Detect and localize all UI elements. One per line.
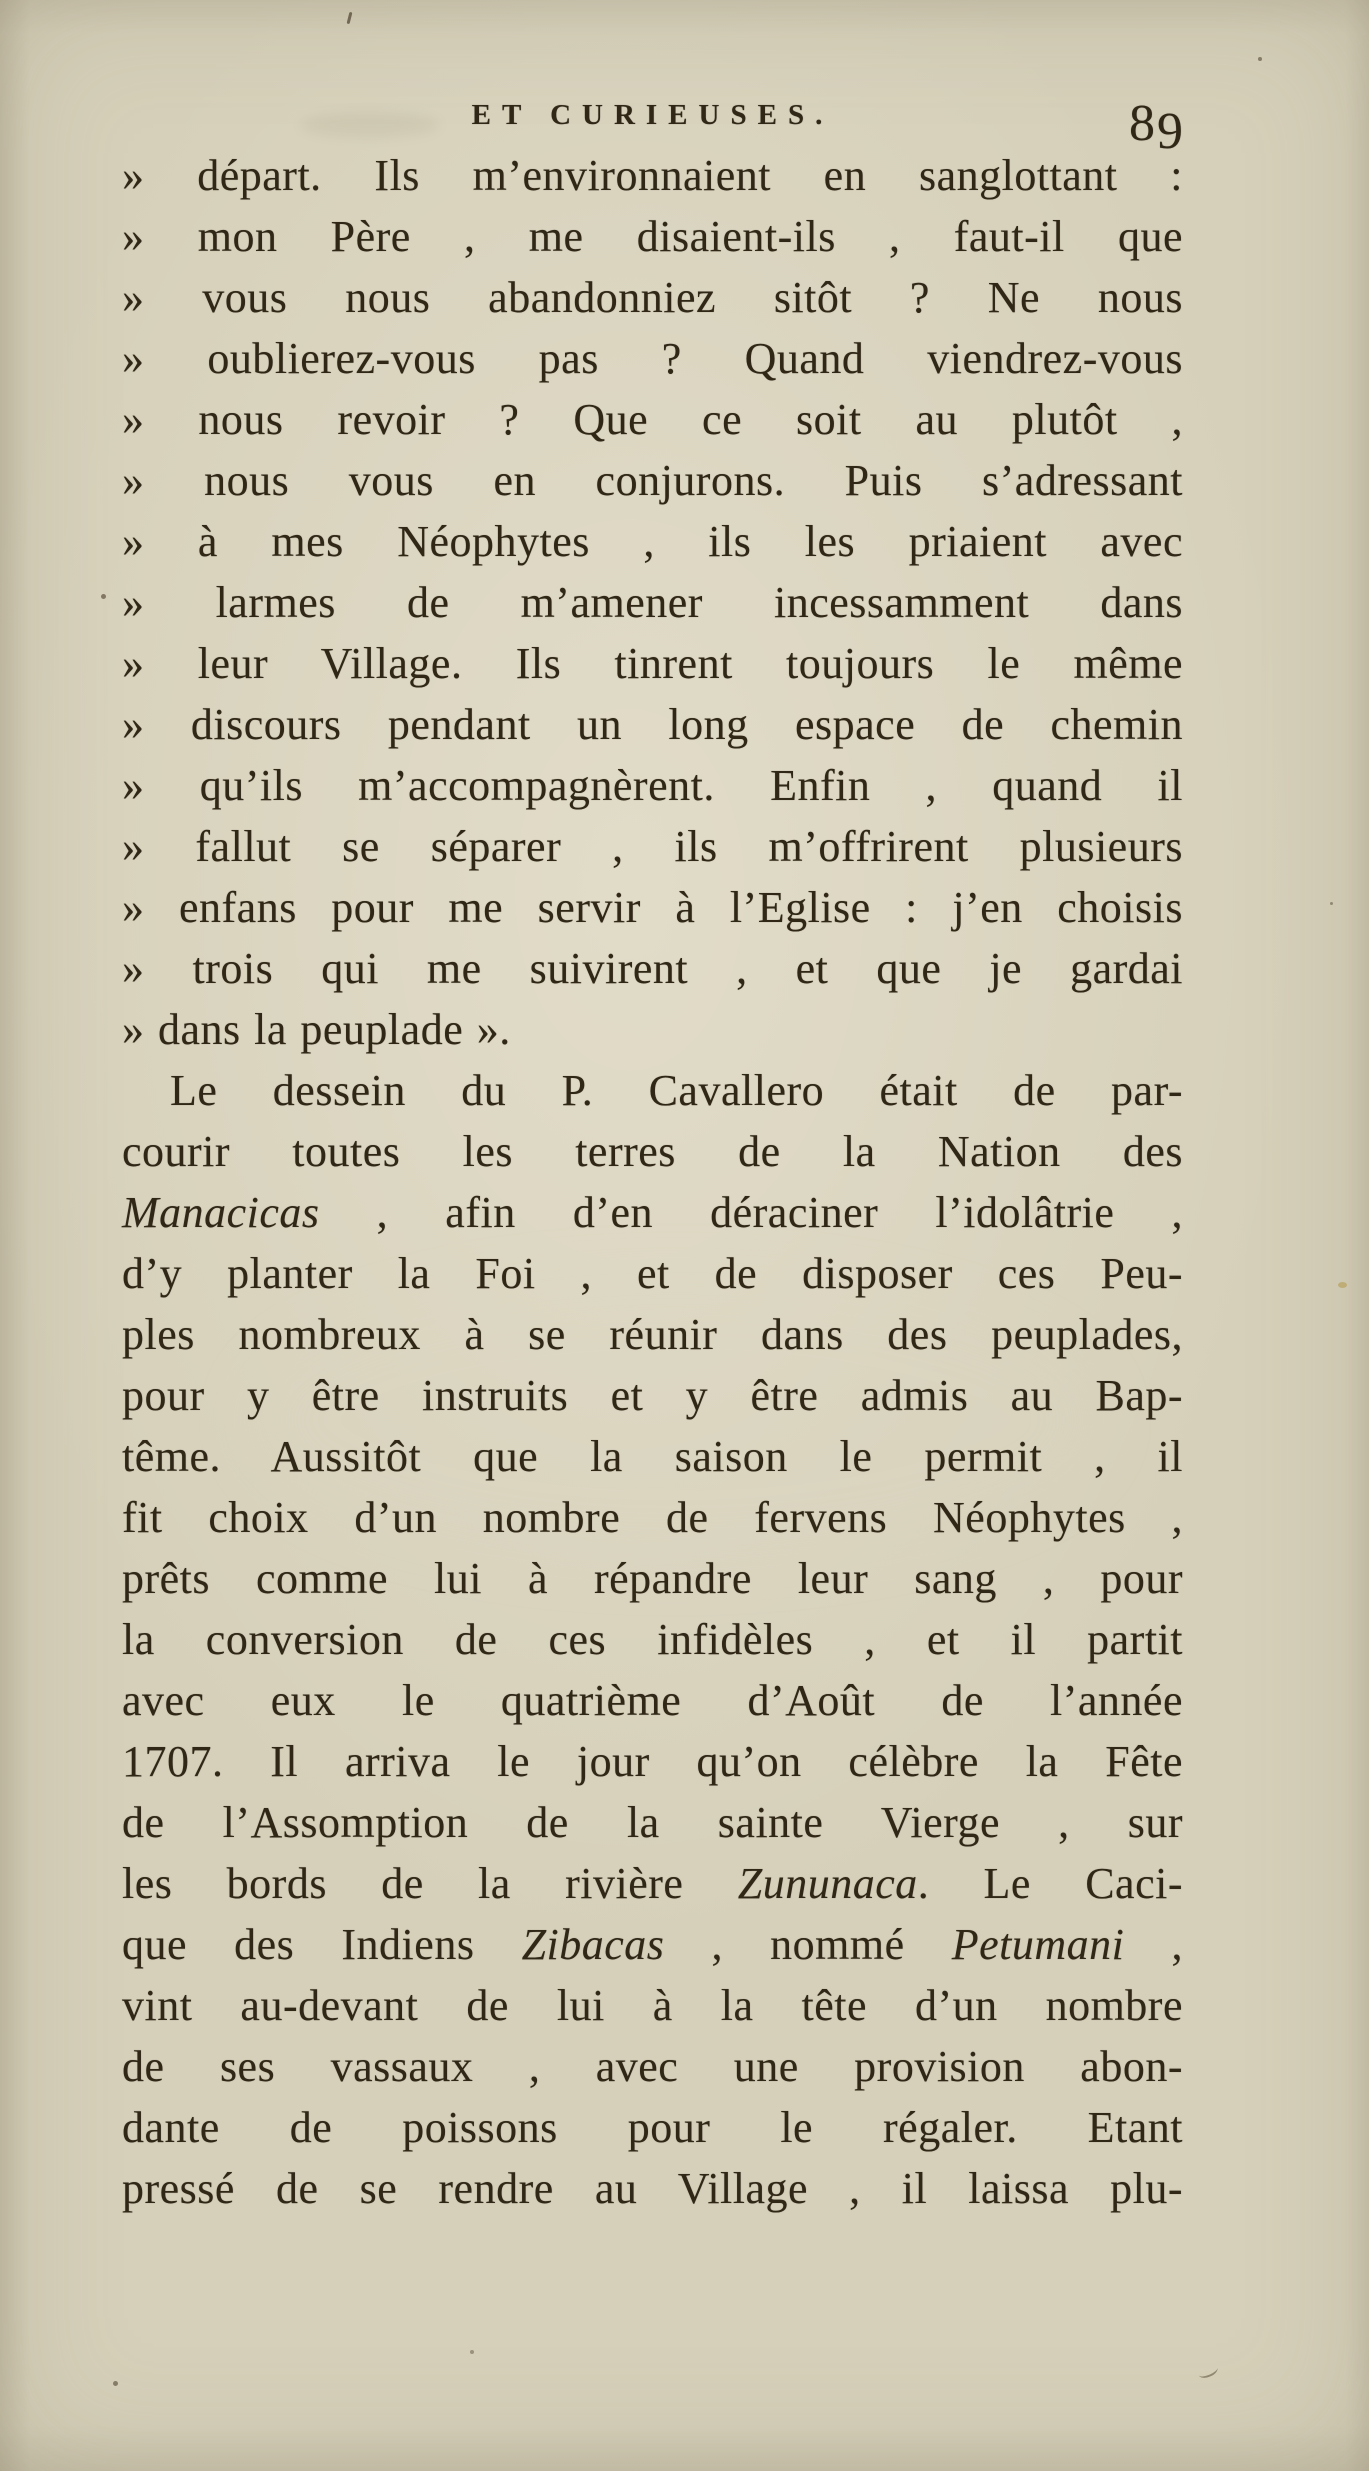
- text-segment: » départ. Ils m’environnaient en sanglottant :: [122, 151, 1183, 200]
- text-segment: prêts comme lui à répandre leur sang , pour: [122, 1554, 1183, 1603]
- text-block: [122, 145, 1183, 2219]
- text-line: [122, 877, 1183, 938]
- text-line: [122, 1487, 1183, 1548]
- text-line: [122, 1731, 1183, 1792]
- text-line: [122, 1304, 1183, 1365]
- text-segment: avec eux le quatrième d’Août de l’année: [122, 1676, 1183, 1725]
- text-line: [122, 450, 1183, 511]
- text-segment: ,: [1124, 1920, 1184, 1969]
- text-line: [122, 999, 1183, 1060]
- text-segment: fit choix d’un nombre de fervens Néophytes ,: [122, 1493, 1183, 1542]
- text-segment: , nommé: [664, 1920, 952, 1969]
- text-segment: » à mes Néophytes , ils les priaient avec: [122, 517, 1183, 566]
- text-segment: la conversion de ces infidèles , et il partit: [122, 1615, 1183, 1664]
- paper-speck: [113, 2381, 118, 2386]
- paper-speck: [101, 594, 106, 599]
- text-segment: 1707. Il arriva le jour qu’on célèbre la Fête: [122, 1737, 1183, 1786]
- text-segment: » nous revoir ? Que ce soit au plutôt ,: [122, 395, 1183, 444]
- text-segment: ples nombreux à se réunir dans des peuplades,: [122, 1310, 1183, 1359]
- text-line: [122, 1121, 1183, 1182]
- text-segment: » discours pendant un long espace de chemin: [122, 700, 1183, 749]
- text-line: [122, 572, 1183, 633]
- text-line: [122, 1792, 1183, 1853]
- text-line: [122, 1365, 1183, 1426]
- text-segment: pressé de se rendre au Village , il laissa plu-: [122, 2164, 1183, 2213]
- text-line: [122, 389, 1183, 450]
- text-segment: de l’Assomption de la sainte Vierge , sur: [122, 1798, 1183, 1847]
- text-segment: Zibacas: [521, 1920, 665, 1969]
- text-segment: tême. Aussitôt que la saison le permit , il: [122, 1432, 1183, 1481]
- text-line: [122, 633, 1183, 694]
- text-segment: courir toutes les terres de la Nation des: [122, 1127, 1183, 1176]
- text-segment: que des Indiens: [122, 1920, 522, 1969]
- text-segment: dante de poissons pour le régaler. Etant: [122, 2103, 1183, 2152]
- paper-speck: [1258, 57, 1262, 61]
- running-title: ET CURIEUSES.: [471, 99, 834, 131]
- text-segment: » dans la peuplade ».: [122, 1005, 511, 1054]
- text-line: [122, 1670, 1183, 1731]
- text-segment: » vous nous abandonniez sitôt ? Ne nous: [122, 273, 1183, 322]
- text-segment: » trois qui me suivirent , et que je gardai: [122, 944, 1183, 993]
- text-line: [122, 145, 1183, 206]
- text-segment: Manacicas: [122, 1188, 320, 1237]
- text-segment: de ses vassaux , avec une provision abon-: [122, 2042, 1183, 2091]
- text-line: [122, 1914, 1183, 1975]
- text-segment: » nous vous en conjurons. Puis s’adressant: [122, 456, 1183, 505]
- text-line: [122, 1975, 1183, 2036]
- paper-speck: [347, 12, 353, 24]
- text-segment: » fallut se séparer , ils m’offrirent plusieurs: [122, 822, 1183, 871]
- text-line: [122, 1243, 1183, 1304]
- text-line: [122, 267, 1183, 328]
- page-header: [122, 95, 1185, 160]
- text-segment: » oublierez-vous pas ? Quand viendrez-vous: [122, 334, 1183, 383]
- paper-speck: [1330, 902, 1333, 905]
- text-segment: Le dessein du P. Cavallero était de par-: [170, 1066, 1183, 1115]
- text-segment: » larmes de m’amener incessamment dans: [122, 578, 1183, 627]
- text-line: [122, 511, 1183, 572]
- text-line: [122, 328, 1183, 389]
- text-line: [122, 1853, 1183, 1914]
- text-line: [122, 1426, 1183, 1487]
- page-number: 89: [1129, 95, 1185, 160]
- text-segment: les bords de la rivière: [122, 1859, 738, 1908]
- text-segment: » mon Père , me disaient-ils , faut-il que: [122, 212, 1183, 261]
- text-line: [122, 816, 1183, 877]
- text-segment: Zununaca: [737, 1859, 918, 1908]
- text-line: [122, 1060, 1183, 1121]
- text-segment: pour y être instruits et y être admis au Bap-: [122, 1371, 1183, 1420]
- text-line: [122, 694, 1183, 755]
- text-line: [122, 2036, 1183, 2097]
- text-segment: vint au-devant de lui à la tête d’un nombre: [122, 1981, 1183, 2030]
- text-line: [122, 755, 1183, 816]
- paper-speck: [470, 2350, 474, 2354]
- text-line: [122, 1548, 1183, 1609]
- text-segment: . Le Caci-: [917, 1859, 1183, 1908]
- text-line: [122, 938, 1183, 999]
- text-line: [122, 2097, 1183, 2158]
- text-segment: » leur Village. Ils tinrent toujours le même: [122, 639, 1183, 688]
- text-line: [122, 2158, 1183, 2219]
- text-segment: , afin d’en déraciner l’idolâtrie ,: [319, 1188, 1183, 1237]
- text-segment: d’y planter la Foi , et de disposer ces Peu-: [122, 1249, 1183, 1298]
- text-segment: » enfans pour me servir à l’Eglise : j’en choisis: [122, 883, 1183, 932]
- paper-fiber-mark: [1197, 2363, 1220, 2381]
- text-line: [122, 1609, 1183, 1670]
- text-segment: » qu’ils m’accompagnèrent. Enfin , quand il: [122, 761, 1183, 810]
- text-line: [122, 206, 1183, 267]
- paper-speck: [1338, 1282, 1347, 1288]
- text-segment: Petumani: [951, 1920, 1125, 1969]
- text-line: [122, 1182, 1183, 1243]
